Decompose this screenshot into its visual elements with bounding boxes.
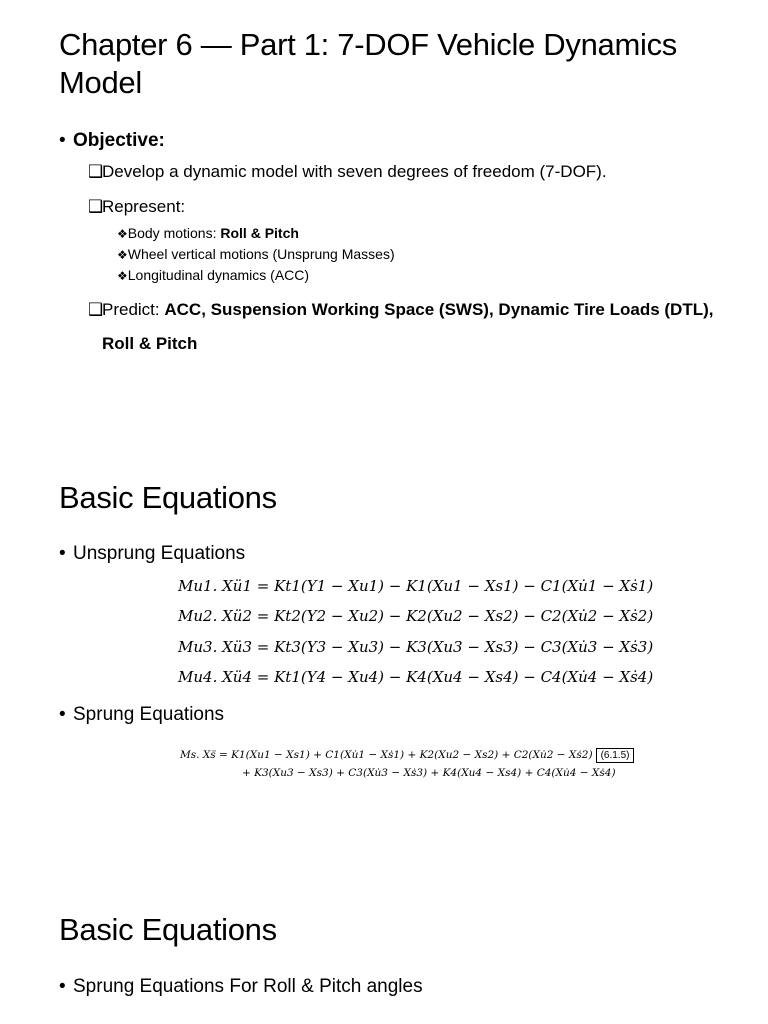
bullet-dot-icon: • [59, 704, 66, 725]
equation-number: (6.1.5) [596, 748, 635, 763]
section-title-basic-equations-2: Basic Equations [59, 912, 277, 947]
section-title-basic-equations: Basic Equations [59, 480, 277, 515]
bullet-dot-icon: • [59, 976, 66, 997]
diamond-star-icon: ❖ [117, 227, 128, 241]
diamond-star-icon: ❖ [117, 269, 128, 283]
unsprung-equation-3: Mu3. Xü3 = Kt3(Y3 − Xu3) − K3(Xu3 − Xs3) − C3(Xu̇3 − Xṡ3) [178, 638, 654, 656]
sprung-equation-line-2: + K3(Xu3 − Xs3) + C3(Xu̇3 − Xṡ3) + K4(Xu4 − Xs4) + C4(Xu̇4 − Xṡ4) [242, 767, 616, 779]
predict-item-continued: Roll & Pitch [102, 334, 198, 353]
unsprung-bullet: • Unsprung Equations [59, 543, 246, 564]
predict-item: ❑Predict: ACC, Suspension Working Space (SWS), Dynamic Tire Loads (DTL), [88, 300, 714, 319]
sub-item-longitudinal: ❖Longitudinal dynamics (ACC) [117, 267, 310, 283]
checkbox-square-icon: ❑ [88, 162, 104, 181]
objective-bullet [59, 130, 165, 152]
develop-item [88, 162, 607, 182]
page-title: Chapter 6 — Part 1: 7-DOF Vehicle Dynamics Model [59, 27, 677, 100]
sprung-bullet: • Sprung Equations [59, 704, 225, 725]
diamond-star-icon: ❖ [117, 248, 128, 262]
develop-text: Develop a dynamic model with seven degrees of freedom (7-DOF). [102, 162, 607, 181]
sub-item-wheel-motions: ❖Wheel vertical motions (Unsprung Masses) [117, 246, 395, 262]
unsprung-equation-1: Mu1. Xü1 = Kt1(Y1 − Xu1) − K1(Xu1 − Xs1) − C1(Xu̇1 − Xṡ1) [178, 577, 654, 595]
sub-item-body-motions: ❖Body motions: Roll & Pitch [117, 225, 299, 241]
sprung-equation-line-1: Ms. Xs̈ = K1(Xu1 − Xs1) + C1(Xu̇1 − Xṡ1) + K2(Xu2 − Xs2) + C2(Xu̇2 − Xṡ2) (6.1.5) [180, 748, 634, 763]
represent-item [88, 197, 185, 217]
checkbox-square-icon: ❑ [88, 300, 104, 319]
represent-text: Represent: [102, 197, 186, 216]
roll-pitch-bullet: • Sprung Equations For Roll & Pitch angles [59, 976, 423, 997]
unsprung-equation-2: Mu2. Xü2 = Kt2(Y2 − Xu2) − K2(Xu2 − Xs2) − C2(Xu̇2 − Xṡ2) [178, 607, 654, 625]
bullet-dot-icon: • [59, 543, 66, 564]
objective-label: Objective: [73, 130, 165, 151]
bullet-dot-icon: • [59, 130, 66, 151]
checkbox-square-icon: ❑ [88, 197, 104, 216]
unsprung-equation-4: Mu4. Xü4 = Kt1(Y4 − Xu4) − K4(Xu4 − Xs4) − C4(Xu̇4 − Xṡ4) [178, 668, 654, 686]
